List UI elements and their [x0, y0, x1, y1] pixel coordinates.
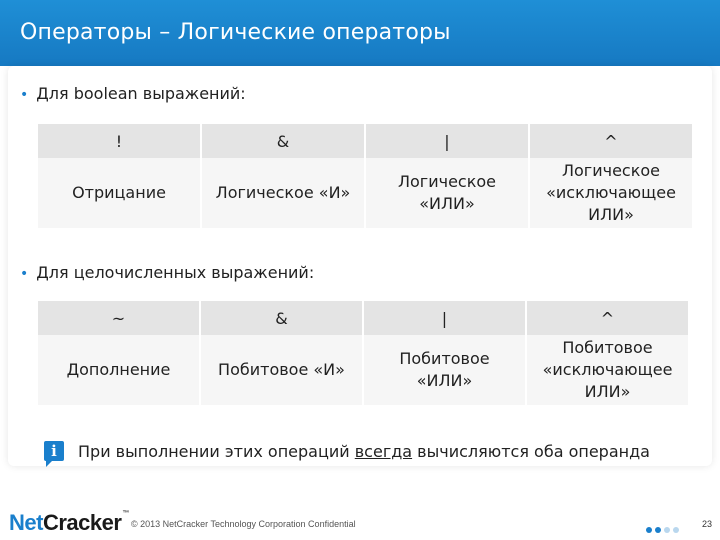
- bullet-boolean-text: Для boolean выражений:: [36, 84, 246, 103]
- logo-cracker: Cracker: [42, 510, 122, 535]
- title-bar: [0, 0, 720, 66]
- description-cell: Логическое «И»: [202, 158, 364, 228]
- dot-icon: [655, 527, 661, 533]
- operator-cell: |: [366, 124, 528, 158]
- bullet-integer-text: Для целочисленных выражений:: [36, 263, 315, 282]
- table-header-row: [38, 301, 688, 335]
- dot-icon: [664, 527, 670, 533]
- note-text-after: вычисляются оба операнда: [412, 442, 650, 461]
- dot-icon: [646, 527, 652, 533]
- operator-cell: |: [364, 301, 525, 335]
- bullet-integer: [20, 263, 314, 282]
- description-cell: Отрицание: [38, 158, 200, 228]
- logo-net: Net: [9, 510, 43, 535]
- footer-copyright: © 2013 NetCracker Technology Corporation Confidential: [131, 519, 356, 529]
- operator-cell: ^: [527, 301, 688, 335]
- description-cell: Логическое «исключающее ИЛИ»: [530, 158, 692, 228]
- bullet-dot-icon: •: [20, 266, 29, 282]
- description-cell: Побитовое «И»: [201, 335, 362, 405]
- table-row: [38, 158, 692, 228]
- description-cell: Побитовое «ИЛИ»: [364, 335, 525, 405]
- note-text: [78, 442, 650, 461]
- footer-dots-icon: [646, 520, 682, 538]
- description-cell: Побитовое «исключающее ИЛИ»: [527, 335, 688, 405]
- dot-icon: [673, 527, 679, 533]
- operator-cell: &: [202, 124, 364, 158]
- bullet-dot-icon: •: [20, 87, 29, 103]
- boolean-operators-table: [36, 124, 694, 228]
- integer-operators-table: [36, 301, 690, 405]
- logo-tm: ™: [122, 510, 129, 517]
- note-text-before: При выполнении этих операций: [78, 442, 355, 461]
- page-number: 23: [702, 519, 713, 529]
- slide-title: Операторы – Логические операторы: [20, 20, 451, 45]
- note-emphasis: всегда: [354, 442, 413, 461]
- operator-cell: ~: [38, 301, 199, 335]
- operator-cell: ^: [530, 124, 692, 158]
- description-cell: Логическое «ИЛИ»: [366, 158, 528, 228]
- bullet-boolean: [20, 84, 246, 103]
- operator-cell: &: [201, 301, 362, 335]
- info-icon: i: [44, 441, 64, 461]
- description-cell: Дополнение: [38, 335, 199, 405]
- table-header-row: [38, 124, 692, 158]
- operator-cell: !: [38, 124, 200, 158]
- netcracker-logo: [9, 510, 129, 536]
- table-row: [38, 335, 688, 405]
